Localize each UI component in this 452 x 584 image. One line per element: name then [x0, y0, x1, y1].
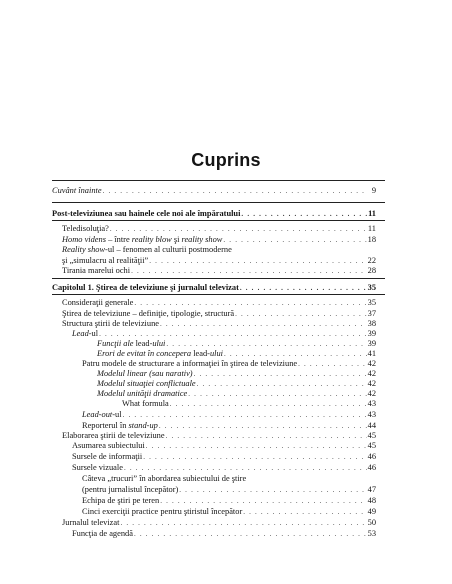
entry-title [97, 339, 165, 349]
toc-entry[interactable] [62, 319, 376, 329]
dot-leader [179, 485, 366, 495]
toc-entry[interactable] [62, 431, 376, 441]
dot-leader [149, 256, 366, 266]
section-rule [52, 220, 385, 221]
dot-leader [240, 283, 367, 293]
page-number: 44 [367, 421, 376, 430]
page-number: 42 [367, 369, 376, 378]
entry-title [82, 410, 122, 420]
dot-leader [166, 431, 367, 441]
toc-entry[interactable] [97, 339, 376, 349]
title-part: -ului [207, 349, 223, 358]
entry-title: Sursele de informaţii [72, 452, 143, 461]
dot-leader [160, 496, 366, 506]
entry-title: Elaborarea ştirii de televiziune [62, 431, 165, 440]
page-number: 45 [367, 441, 376, 450]
entry-title: Echipa de ştiri pe teren [82, 496, 160, 505]
dot-leader [146, 441, 367, 451]
page-number: 11 [368, 209, 376, 218]
dot-leader [241, 209, 367, 219]
toc-entry[interactable] [62, 245, 376, 255]
title-part: lead [193, 349, 208, 358]
toc-entry[interactable] [97, 349, 376, 359]
page-number: 43 [367, 410, 376, 419]
page-number: 42 [367, 389, 376, 398]
toc-entry[interactable] [52, 209, 376, 219]
top-rule [52, 180, 385, 181]
toc-entry[interactable] [97, 379, 376, 389]
section-rule [52, 294, 385, 295]
toc-entry[interactable] [82, 421, 376, 431]
toc-entry[interactable] [97, 389, 376, 399]
page-number: 47 [367, 485, 376, 494]
page-number: 42 [367, 379, 376, 388]
entry-title [82, 421, 158, 431]
dot-leader [188, 389, 366, 399]
page-number: 18 [367, 235, 376, 244]
entry-title: Capitolul 1. Ştirea de televiziune şi jurnalul televizat [52, 283, 239, 292]
entry-title [62, 235, 222, 245]
toc-entry[interactable] [62, 224, 376, 234]
toc-entry[interactable] [122, 399, 376, 409]
title-part: Lead-out [82, 410, 113, 419]
toc-entry[interactable] [82, 496, 376, 506]
title-part: Funcţii ale [97, 339, 136, 348]
toc-entry[interactable] [82, 507, 376, 517]
dot-leader [110, 224, 367, 234]
toc-entry[interactable] [62, 266, 376, 276]
title-part: reality show [181, 235, 223, 244]
title-part: -ul [112, 410, 122, 419]
page-number: 9 [371, 186, 376, 195]
entry-title: Jurnalul televizat [62, 518, 120, 527]
page-number: 38 [367, 319, 376, 328]
title-part: Erori de evitat în concepera [97, 349, 194, 358]
page-number: 11 [367, 224, 376, 233]
page-number: 35 [367, 298, 376, 307]
page-number: 37 [367, 309, 376, 318]
toc-entry[interactable] [72, 463, 376, 473]
title-part: -ului [149, 339, 166, 348]
dot-leader [134, 298, 366, 308]
page-title: Cuprins [191, 150, 261, 170]
entry-title: Sursele vizuale [72, 463, 123, 472]
dot-leader [131, 266, 367, 276]
title-part: stand-up [128, 421, 158, 430]
page-number: 42 [367, 359, 376, 368]
dot-leader [224, 349, 367, 359]
section-rule [52, 278, 385, 279]
dot-leader [143, 452, 366, 462]
toc-entry[interactable] [52, 186, 376, 196]
title-part: -ul [88, 329, 99, 338]
page-number: 45 [367, 431, 376, 440]
entry-title [97, 349, 223, 359]
dot-leader [194, 369, 367, 379]
title-part: Homo videns [62, 235, 106, 244]
title-part: Lead [72, 329, 89, 338]
title-part: Reality show [62, 245, 106, 254]
toc-entry[interactable] [82, 474, 376, 484]
entry-title: Modelul situaţiei conflictuale [97, 379, 196, 388]
page-number: 22 [367, 256, 376, 265]
entry-title [72, 329, 98, 339]
toc-entry[interactable] [62, 298, 376, 308]
page-number: 49 [367, 507, 376, 516]
entry-title: Modelul unităţii dramatice [97, 389, 188, 398]
title-part: reality blow [131, 235, 172, 244]
page-number: 50 [367, 518, 376, 527]
entry-title: Cinci exerciţii practice pentru ştiristul începător [82, 507, 243, 516]
title-part: – între [105, 235, 132, 244]
entry-title: Patru modele de structurare a informaţiei în ştirea de televiziune [82, 359, 298, 368]
entry-title: (pentru jurnalistul începător) [82, 485, 179, 494]
dot-leader [120, 518, 366, 528]
entry-title: Modelul linear (sau narativ) [97, 369, 193, 378]
dot-leader [124, 463, 367, 473]
dot-leader [197, 379, 367, 389]
dot-leader [134, 529, 367, 539]
entry-title: Asumarea subiectului [72, 441, 145, 450]
entry-title: Teledisoluţia? [62, 224, 109, 233]
page-number: 46 [367, 463, 376, 472]
toc-entry[interactable] [62, 309, 376, 319]
entry-title: Ştirea de televiziune – definiţie, tipologie, structură [62, 309, 235, 318]
page-number: 41 [367, 349, 376, 358]
toc-entry[interactable] [82, 485, 376, 495]
dot-leader [99, 329, 367, 339]
toc-entry[interactable] [62, 235, 376, 245]
toc-entry[interactable] [82, 359, 376, 369]
page-number: 39 [367, 329, 376, 338]
entry-title: Structura ştirii de televiziune [62, 319, 159, 328]
toc-entry[interactable] [72, 529, 376, 539]
dot-leader [243, 507, 366, 517]
dot-leader [123, 410, 367, 420]
dot-leader [235, 309, 367, 319]
title-part: şi [171, 235, 182, 244]
dot-leader [103, 186, 367, 196]
toc-entry[interactable] [62, 518, 376, 528]
toc-entry[interactable] [97, 369, 376, 379]
toc-entry[interactable] [72, 452, 376, 462]
dot-leader [159, 421, 367, 431]
dot-leader [298, 359, 367, 369]
title-part: -ul – fenomen al culturii postmoderne [105, 245, 232, 254]
entry-title [62, 245, 376, 255]
dot-leader [223, 235, 366, 245]
page-number: 48 [367, 496, 376, 505]
toc-entry[interactable] [72, 329, 376, 339]
page-number: 35 [367, 283, 376, 292]
page-number: 28 [367, 266, 376, 275]
title-part: lead [135, 339, 150, 348]
title-part: Reporterul în [82, 421, 129, 430]
dot-leader [166, 339, 366, 349]
toc-entry[interactable] [52, 283, 376, 293]
dot-leader [160, 319, 367, 329]
entry-title: şi „simulacru al realităţii” [62, 256, 149, 265]
page-number: 39 [367, 339, 376, 348]
section-rule [52, 202, 385, 203]
entry-title: Tirania marelui ochi [62, 266, 131, 275]
toc-entry[interactable] [72, 441, 376, 451]
page-number: 43 [367, 399, 376, 408]
page-number: 46 [367, 452, 376, 461]
entry-title: Câteva „trucuri” în abordarea subiectului de ştire [82, 474, 247, 483]
entry-title: What formula [122, 399, 169, 408]
entry-title: Funcţia de agendă [72, 529, 133, 538]
dot-leader [170, 399, 367, 409]
toc-entry[interactable] [82, 410, 376, 420]
entry-title: Cuvânt înainte [52, 186, 102, 195]
toc-entry[interactable] [62, 256, 376, 266]
entry-title: Post-televiziunea sau hainele cele noi ale împăratului [52, 209, 241, 218]
page-number: 53 [367, 529, 376, 538]
entry-title: Consideraţii generale [62, 298, 134, 307]
